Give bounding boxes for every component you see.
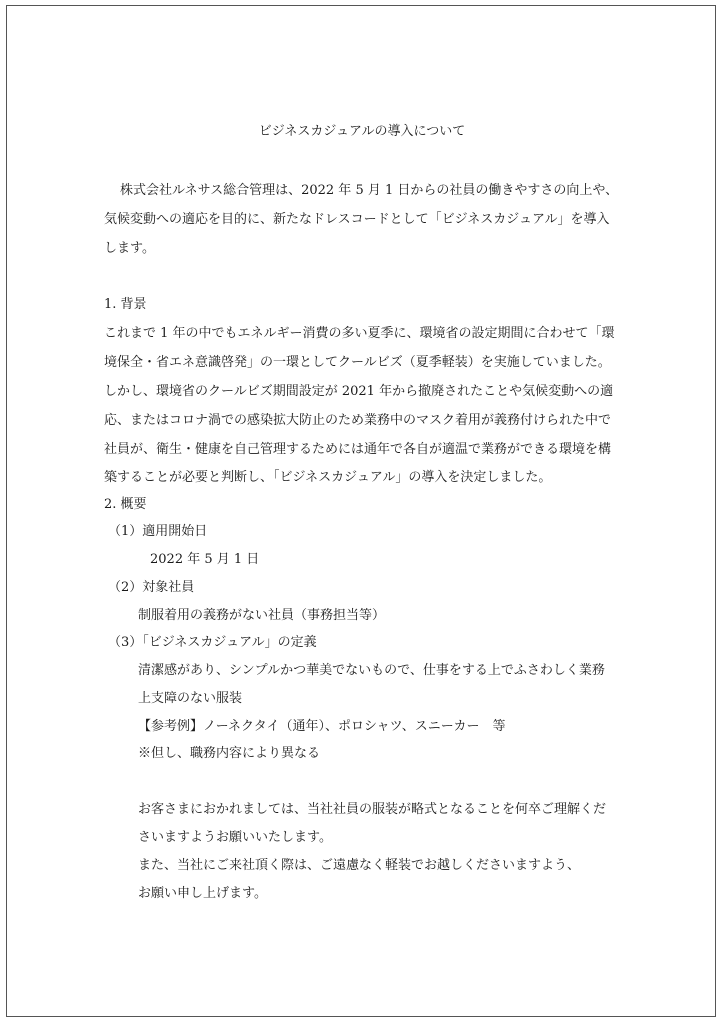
document-title: ビジネスカジュアルの導入について <box>258 124 466 139</box>
closing-line-2: さいますようお願いいたします。 <box>138 830 332 845</box>
item3-line-2: 上支障のない服装 <box>138 691 243 706</box>
item3-line-1: 清潔感があり、シンプルかつ華美でないもので、仕事をする上でふさわしく業務 <box>138 663 605 678</box>
closing-line-3: また、当社にご来社頂く際は、ご遠慮なく軽装でお越しくださいますよう、 <box>138 858 581 873</box>
section1-line-4: 応、またはコロナ渦での感染拡大防止のため業務中のマスク着用が義務付けられた中で <box>104 413 612 428</box>
intro-line-1: 株式会社ルネサス総合管理は、2022 年 5 月 1 日からの社員の働きやすさの向上や、 <box>120 183 619 198</box>
item2-value: 制服着用の義務がない社員（事務担当等） <box>138 608 386 623</box>
section1-line-1: これまで 1 年の中でもエネルギー消費の多い夏季に、環境省の設定期間に合わせて「環 <box>104 326 615 341</box>
section1-line-2: 境保全・省エネ意識啓発」の一環としてクールビズ（夏季軽装）を実施していました。 <box>104 355 611 370</box>
section1-line-3: しかし、環境省のクールビズ期間設定が 2021 年から撤廃されたことや気候変動への適 <box>104 384 614 399</box>
intro-line-2: 気候変動への適応を目的に、新たなドレスコードとして「ビジネスカジュアル」を導入 <box>104 212 610 227</box>
intro-line-3: します。 <box>104 241 155 256</box>
section2-heading: 2. 概要 <box>104 497 147 512</box>
section1-line-5: 社員が、衛生・健康を自己管理するためには通年で各自が適温で業務ができる環境を構 <box>104 442 612 457</box>
item3-note: ※但し、職務内容により異なる <box>138 746 321 761</box>
item2-label: （2）対象社員 <box>108 580 195 595</box>
item3-example: 【参考例】ノーネクタイ（通年）、ポロシャツ、スニーカー 等 <box>138 719 506 734</box>
section1-heading: 1. 背景 <box>104 297 147 312</box>
item1-value: 2022 年 5 月 1 日 <box>150 552 260 567</box>
closing-line-1: お客さまにおかれましては、当社社員の服装が略式となることを何卒ご理解くだ <box>138 802 607 817</box>
item1-label: （1）適用開始日 <box>108 524 208 539</box>
section1-line-6: 築することが必要と判断し、「ビジネスカジュアル」の導入を決定しました。 <box>104 470 552 485</box>
item3-label: （3）「ビジネスカジュアル」の定義 <box>108 635 317 650</box>
closing-line-4: お願い申し上げます。 <box>138 886 267 901</box>
